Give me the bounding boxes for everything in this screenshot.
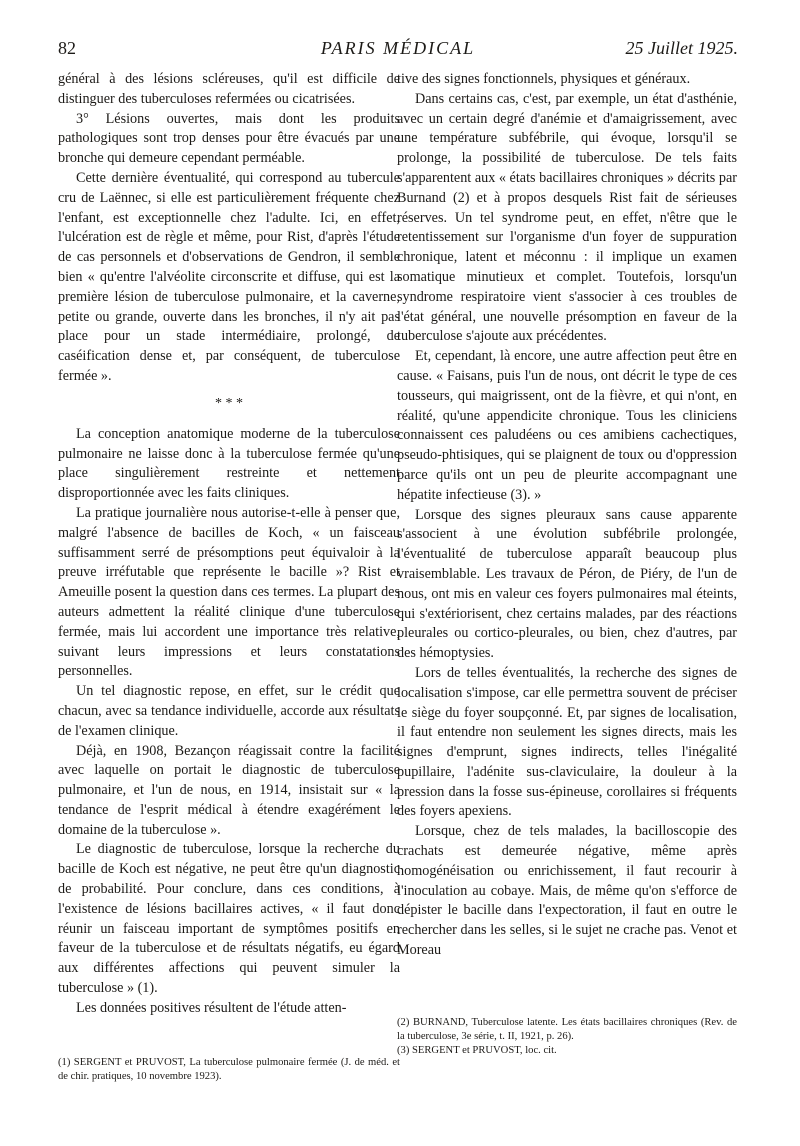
footnote-3: (3) SERGENT et PRUVOST, loc. cit.: [397, 1045, 557, 1056]
paragraph: Cette dernière éventualité, qui correspond au tubercule cru de Laënnec, si elle est particulièrement fréquente chez l'enfant, est exceptionnelle chez l'adulte. Ici, en effet, l'ulcération est de règle et même, pour Rist, d'après l'étude de cas personnels et d'observations de Gendron, il semble bien « qu'entre l'alvéolite circonscrite et diffuse, qui est la première lésion de tuberculose pulmonaire, et la caverne, petite ou grande, ouverte dans les bronches, il n'y ait pas place pour un stade intermédiaire, prolongé, de caséification dense et, par conséquent, de tuberculose fermée ».: [58, 169, 400, 384]
separator-glyph: * * *: [215, 395, 243, 411]
right-column: [397, 70, 737, 961]
paragraph: Et, cependant, là encore, une autre affection peut être en cause. « Faisans, puis l'un de nous, ont décrit le type de ces tousseurs, qui maigrissent, ont de la fièvre, et qui n'ont, en réalité, qu'une appendicite chronique. Tous les cliniciens connaissent ces paludéens ou ces amibiens cachectiques, pseudo-phtisiques, qui se plaignent de toux ou d'oppression parce qu'ils ont un peu de pleurite accompagnant une hépatite infectieuse (3). »: [397, 348, 737, 503]
running-header: [58, 38, 738, 64]
paragraph: Lors de telles éventualités, la recherche des signes de localisation s'impose, car elle permettra souvent de préciser le siège du foyer soupçonné. Et, par signes de localisation, il faut entendre non seulement les signes directs, mais les signes d'emprunt, signes indirects, telles l'inégalité pupillaire, l'adénite sus-claviculaire, la douleur à la pression dans la fosse sus-épineuse, corollaires si fréquents des foyers apexiens.: [397, 664, 737, 820]
paragraph: Les données positives résultent de l'étude atten-: [76, 999, 347, 1016]
footnotes-right: [397, 1016, 737, 1058]
footnotes-left: [58, 1056, 400, 1084]
paragraph: La pratique journalière nous autorise-t-elle à penser que, malgré l'absence de bacilles de Koch, « un faisceau suffisamment serré de présomptions peut équivaloir à la preuve irréfutable que représente le bacille »? Rist et Ameuille posent la question dans ces termes. La plupart des auteurs admettent la réalité clinique d'une tuberculose fermée, mais lui accordent une importance très relative, suivant leurs impressions et leurs constatations personnelles.: [58, 504, 400, 680]
left-column: [58, 70, 400, 1019]
paragraph: Déjà, en 1908, Bezançon réagissait contre la facilité avec laquelle on portait le diagnostic de tuberculose pulmonaire, et l'un de nous, en 1914, insistait sur « la tendance de l'esprit médical à étendre exagérément le domaine de la tuberculose ».: [58, 742, 400, 838]
paragraph: tive des signes fonctionnels, physiques et généraux.: [397, 71, 691, 87]
paragraph: général à des lésions scléreuses, qu'il est difficile de distinguer des tuberculoses refermées ou cicatrisées.: [58, 71, 400, 107]
issue-date: 25 Juillet 1925.: [625, 38, 738, 58]
section-separator: [58, 395, 400, 411]
paragraph: La conception anatomique moderne de la tuberculose pulmonaire ne laisse donc à la tuberculose fermée qu'une place singulièrement restreinte et nettement disproportionnée avec les faits cliniques.: [58, 425, 400, 502]
paragraph: Lorsque, chez de tels malades, la bacilloscopie des crachats est demeurée négative, même après homogénéisation ou enrichissement, il faut recourir à l'inoculation au cobaye. Mais, de même qu'on s'efforce de dépister le bacille dans l'expectoration, il faut en outre le rechercher dans les selles, si le sujet ne crache pas. Venot et Moreau: [397, 823, 737, 959]
paragraph: Dans certains cas, c'est, par exemple, un état d'asthénie, avec un certain degré d'anémie et d'amaigrissement, avec une température subfébrile, qui évoque, lorsqu'il se prolonge, la possibilité de tuberculose. De tels faits s'apparentent aux « états bacillaires chroniques » décrits par Burnand (2) et à propos desquels Rist fait de sérieuses réserves. Un tel syndrome peut, en effet, n'être que le retentissement sur l'organisme d'un foyer de suppuration chronique, latent et méconnu : il implique un examen somatique minutieux et complet. Toutefois, lorsqu'un syndrome respiratoire vient s'associer à ces troubles de l'état général, une nouvelle présomption en faveur de la tuberculose s'ajoute aux précédentes.: [397, 90, 737, 345]
page-number: 82: [58, 38, 76, 58]
footnote-1: (1) SERGENT et PRUVOST, La tuberculose pulmonaire fermée (J. de méd. et de chir. pratiques, 10 novembre 1923).: [58, 1057, 400, 1082]
paragraph: 3° Lésions ouvertes, mais dont les produits pathologiques sont trop denses pour être évacués par une bronche qui demeure cependant perméable.: [58, 110, 400, 167]
paragraph: Le diagnostic de tuberculose, lorsque la recherche du bacille de Koch est négative, ne peut être qu'un diagnostic de probabilité. Pour conclure, dans ces conditions, à l'existence de lésions bacillaires actives, « il faut donc réunir un faisceau important de symptômes positifs en faveur de la tuberculose et de résultats négatifs, eu égard aux différentes affections qui peuvent simuler la tuberculose » (1).: [58, 841, 400, 997]
paragraph: Un tel diagnostic repose, en effet, sur le crédit que chacun, avec sa tendance individuelle, accorde aux résultats de l'examen clinique.: [58, 683, 400, 739]
paragraph: Lorsque des signes pleuraux sans cause apparente s'associent à une évolution subfébrile prolongée, l'éventualité de tuberculose apparaît beaucoup plus vraisemblable. Les travaux de Péron, de Piéry, de l'un de nous, ont mis en valeur ces foyers pulmonaires mal éteints, qui s'extériorisent, chez certains malades, par des réactions pleurales ou cortico-pleurales, ou bien, chez d'autres, par des hémoptysies.: [397, 506, 737, 662]
footnote-2: (2) BURNAND, Tuberculose latente. Les états bacillaires chroniques (Rev. de la tuberculose, 3e série, t. II, 1921, p. 26).: [397, 1017, 737, 1042]
journal-title: PARIS MÉDICAL: [320, 38, 476, 58]
